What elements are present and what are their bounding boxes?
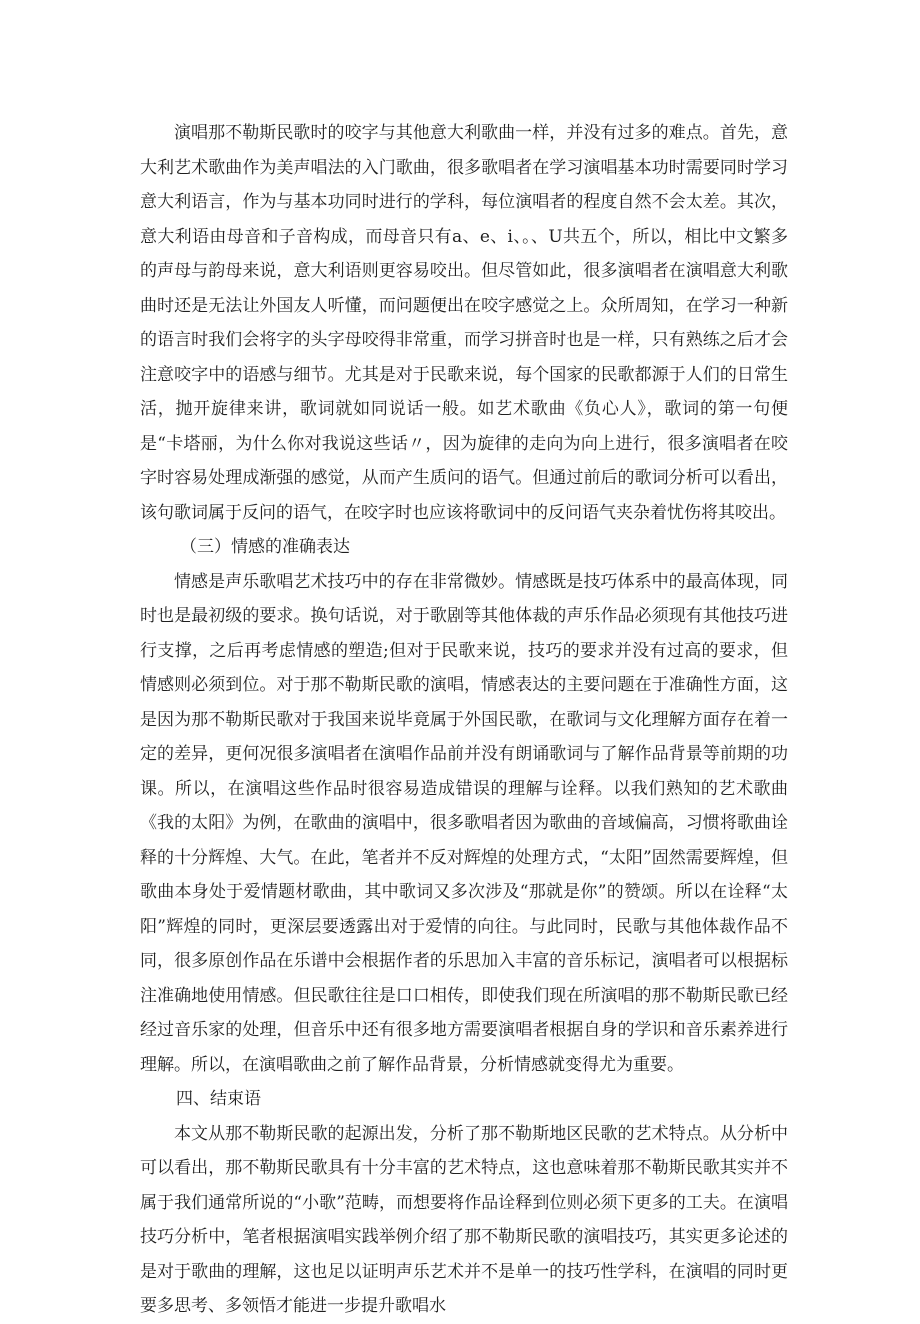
paragraph-pronunciation: 演唱那不勒斯民歌时的咬字与其他意大利歌曲一样，并没有过多的难点。首先，意大利艺术歌曲作为美声唱法的入门歌曲，很多歌唱者在学习演唱基本功时需要同时学习意大利语言，作为与基本功同时进行的学科，每位演唱者的程度自然不会太差。其次，意大利语由母音和子音构成，而母音只有a、e、i、。、U共五个，所以，相比中文繁多的声母与韵母来说，意大利语则更容易咬出。但尽管如此，很多演唱者在演唱意大利歌曲时还是无法让外国友人听懂，而问题便出在咬字感觉之上。众所周知，在学习一种新的语言时我们会将字的头字母咬得非常重，而学习拼音时也是一样，只有熟练之后才会注意咬字中的语感与细节。尤其是对于民歌来说，每个国家的民歌都源于人们的日常生活，抛开旋律来讲，歌词就如同说话一般。如艺术歌曲《负心人》，歌词的第一句便是“卡塔丽，为什么你对我说这些话〃，因为旋律的走向为向上进行，很多演唱者在咬字时容易处理成渐强的感觉，从而产生质问的语气。但通过前后的歌词分析可以看出，该句歌词属于反问的语气，在咬字时也应该将歌词中的反问语气夹杂着忧伤将其咬出。 (140, 123, 788, 523)
paragraph-conclusion: 本文从那不勒斯民歌的起源出发，分析了那不勒斯地区民歌的艺术特点。从分析中可以看出，那不勒斯民歌具有十分丰富的艺术特点，这也意味着那不勒斯民歌其实并不属于我们通常所说的“小歌”范畴，而想要将作品诠释到位则必须下更多的工夫。在演唱技巧分析中，笔者根据演唱实践举例介绍了那不勒斯民歌的演唱技巧，其实更多论述的是对于歌曲的理解，这也足以证明声乐艺术并不是单一的技巧性学科，在演唱的同时更要多思考、多领悟才能进一步提升歌唱水 (140, 1123, 788, 1316)
paragraph-emotion: 情感是声乐歌唱艺术技巧中的存在非常微妙。情感既是技巧体系中的最高体现，同时也是最初级的要求。换句话说，对于歌剧等其他体裁的声乐作品必须现有其他技巧进行支撑，之后再考虑情感的塑造;但对于民歌来说，技巧的要求并没有过高的要求，但情感则必须到位。对于那不勒斯民歌的演唱，情感表达的主要问题在于准确性方面，这是因为那不勒斯民歌对于我国来说毕竟属于外国民歌，在歌词与文化理解方面存在着一定的差异，更何况很多演唱者在演唱作品前并没有朗诵歌词与了解作品背景等前期的功课。所以，在演唱这些作品时很容易造成错误的理解与诠释。以我们熟知的艺术歌曲《我的太阳》为例，在歌曲的演唱中，很多歌唱者因为歌曲的音域偏高，习惯将歌曲诠释的十分辉煌、大气。在此，笔者并不反对辉煌的处理方式，“太阳”固然需要辉煌，但歌曲本身处于爱情题材歌曲，其中歌词又多次涉及“那就是你”的赞颂。所以在诠释“太阳”辉煌的同时，更深层要透露出对于爱情的向往。与此同时，民歌与其他体裁作品不同，很多原创作品在乐谱中会根据作者的乐思加入丰富的音乐标记，演唱者可以根据标注准确地使用情感。但民歌往往是口口相传，即使我们现在所演唱的那不勒斯民歌已经经过音乐家的处理，但音乐中还有很多地方需要演唱者根据自身的学识和音乐素养进行理解。所以，在演唱歌曲之前了解作品背景，分析情感就变得尤为重要。 (140, 571, 788, 1075)
subsection-heading-emotion: （三）情感的准确表达 (180, 537, 350, 557)
document-body (140, 116, 788, 1324)
section-heading-conclusion: 四、结束语 (176, 1089, 261, 1109)
